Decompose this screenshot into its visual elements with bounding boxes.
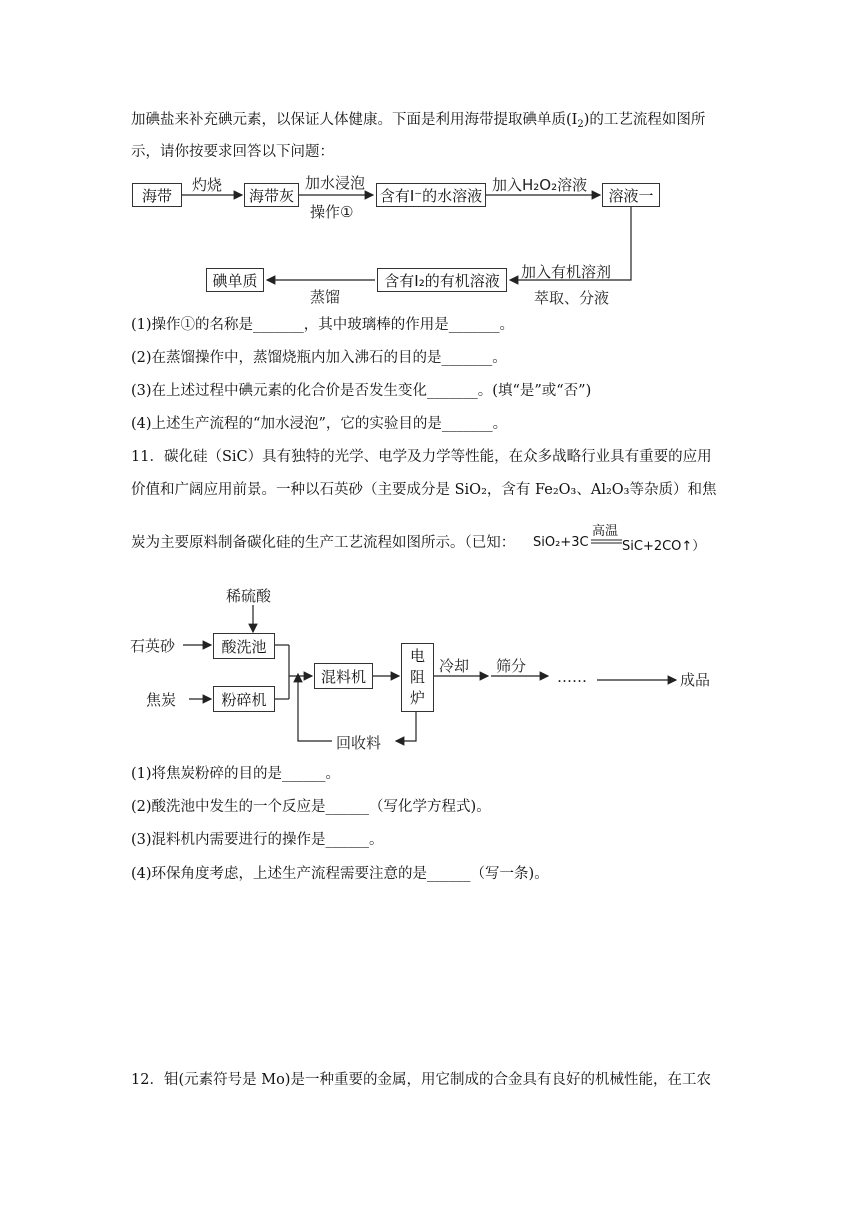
q11-line-3: 炭为主要原料制备碳化硅的生产工艺流程如图所示。（已知： xyxy=(131,535,516,551)
q11-line-2: 价值和广阔应用前景。一种以石英砂（主要成分是 SiO₂，含有 Fe₂O₃、Al₂O₃等杂质）和焦 xyxy=(131,482,717,498)
box-iodine: 碘单质 xyxy=(206,268,264,292)
label-dots: …… xyxy=(557,668,587,686)
intro-line-2: 示，请你按要求回答以下问题： xyxy=(131,144,334,160)
box-acid-wash: 酸洗池 xyxy=(213,633,275,659)
q11-item-4: (4)环保角度考虑，上述生产流程需要注意的是______（写一条)。 xyxy=(131,866,549,882)
q12-line-1: 12．钼(元素符号是 Mo)是一种重要的金属，用它制成的合金具有良好的机械性能，在工农 xyxy=(131,1072,711,1088)
label-quartz: 石英砂 xyxy=(130,637,176,655)
label-op1: 操作① xyxy=(310,203,354,221)
box-resistance-furnace: 电 阻 炉 xyxy=(401,643,434,712)
intro-line-1: 加碘盐来补充碘元素，以保证人体健康。下面是利用海带提取碘单质$(I_2)$的工艺流程如图所 xyxy=(131,112,706,130)
box-iodide-solution: 含有I⁻的水溶液 xyxy=(376,183,486,207)
label-add-h2o2: 加入H₂O₂溶液 xyxy=(492,176,588,194)
label-burn: 灼烧 xyxy=(192,176,223,194)
equation-left: SiO₂+3C xyxy=(533,535,589,550)
label-recycle: 回收料 xyxy=(336,734,382,752)
box-mixer: 混料机 xyxy=(314,663,373,689)
label-product: 成品 xyxy=(680,671,711,689)
label-sieve: 筛分 xyxy=(496,657,527,675)
box-haidaihui: 海带灰 xyxy=(244,183,299,207)
box-crusher: 粉碎机 xyxy=(213,686,275,712)
box-solution-one: 溶液一 xyxy=(602,183,660,207)
label-extract: 萃取、分液 xyxy=(534,289,610,307)
label-soak: 加水浸泡 xyxy=(305,174,366,192)
label-coke: 焦炭 xyxy=(146,691,177,709)
q10-item-3: (3)在上述过程中碘元素的化合价是否发生变化_______。(填“是”或“否”) xyxy=(131,383,592,399)
q10-item-2: (2)在蒸馏操作中，蒸馏烧瓶内加入沸石的目的是_______。 xyxy=(131,350,507,366)
label-distill: 蒸馏 xyxy=(310,288,341,306)
label-add-organic: 加入有机溶剂 xyxy=(521,263,612,281)
q11-item-3: (3)混料机内需要进行的操作是______。 xyxy=(131,832,384,848)
q11-item-1: (1)将焦炭粉碎的目的是______。 xyxy=(131,766,341,782)
box-haidai: 海带 xyxy=(132,183,182,207)
q11-item-2: (2)酸洗池中发生的一个反应是______（写化学方程式)。 xyxy=(131,799,491,815)
q10-item-1: (1)操作①的名称是_______，其中玻璃棒的作用是_______。 xyxy=(131,317,515,333)
q11-line-1: 11．碳化硅（SiC）具有独特的光学、电学及力学等性能，在众多战略行业具有重要的应用 xyxy=(131,449,712,465)
equation-right: SiC+2CO↑） xyxy=(622,539,706,554)
box-organic-solution: 含有I₂的有机溶液 xyxy=(377,268,507,292)
label-cool: 冷却 xyxy=(439,657,470,675)
label-dilute-acid: 稀硫酸 xyxy=(226,587,272,605)
q10-item-4: (4)上述生产流程的“加水浸泡”，它的实验目的是_______。 xyxy=(131,416,508,432)
equation-condition: 高温 xyxy=(592,524,619,539)
